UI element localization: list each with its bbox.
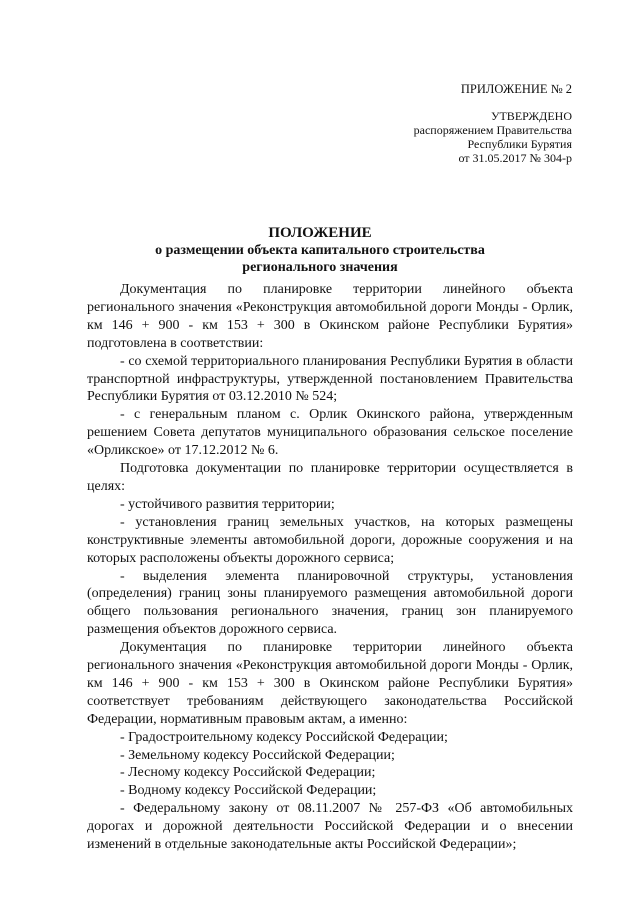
list-item: - Водному кодексу Российской Федерации; xyxy=(120,783,377,799)
title-line-2: регионального значения xyxy=(242,260,398,275)
paragraph: Документация по планировке территории линейного объекта регионального значения «Реконструкция автомобильной дороги Монды - Орлик, км 146 + 900 - км 153 + 300 в Окинском районе Республики Бурятия» соответствует требованиям действующего законодательства Российской Федерации, нормативным правовым актам, а именно: xyxy=(87,640,573,727)
document-title xyxy=(0,224,640,276)
list-item: - Федеральному закону от 08.11.2007 № 257-ФЗ «Об автомобильных дорогах и дорожной деятельности Российской Федерации и о внесении изменений в отдельные законодательные акты Российской Федерации»; xyxy=(87,801,573,853)
title-line-1: о размещении объекта капитального строительства xyxy=(155,243,485,258)
list-item: - с генеральным планом с. Орлик Окинского района, утвержденным решением Совета депутатов муниципального образования сельское поселение «Орликское» от 17.12.2012 № 6. xyxy=(87,407,573,459)
title-heading: ПОЛОЖЕНИЕ xyxy=(268,225,372,241)
approved-by: распоряжением Правительства xyxy=(413,123,572,137)
approved-label: УТВЕРЖДЕНО xyxy=(490,109,572,123)
appendix-number: ПРИЛОЖЕНИЕ № 2 xyxy=(460,82,572,96)
list-item: - установления границ земельных участков, на которых размещены конструктивные элементы автомобильной дороги, дорожные сооружения и на которых расположены объекты дорожного сервиса; xyxy=(87,514,573,566)
paragraph: Документация по планировке территории линейного объекта регионального значения «Реконструкция автомобильной дороги Монды - Орлик, км 146 + 900 - км 153 + 300 в Окинском районе Республики Бурятия» подготовлена в соответствии: xyxy=(87,282,573,351)
list-item: - Градостроительному кодексу Российской Федерации; xyxy=(120,729,448,745)
list-item: - Лесному кодексу Российской Федерации; xyxy=(120,765,376,781)
list-item: - со схемой территориального планирования Республики Бурятия в области транспортной инфраструктуры, утвержденной постановлением Правительства Республики Бурятия от 03.12.2010 № 524; xyxy=(87,353,573,405)
list-item: - выделения элемента планировочной структуры, установления (определения) границ зоны планируемого размещения автомобильной дороги общего пользования регионального значения, границ зон планируемого размещения объектов дорожного сервиса. xyxy=(87,568,573,638)
document-body xyxy=(87,281,573,854)
approval-block xyxy=(414,82,572,165)
approved-republic: Республики Бурятия xyxy=(467,137,572,151)
paragraph: Подготовка документации по планировке территории осуществляется в целях: xyxy=(87,461,573,494)
list-item: - устойчивого развития территории; xyxy=(120,496,335,512)
order-date-number: от 31.05.2017 № 304-р xyxy=(458,151,572,165)
list-item: - Земельному кодексу Российской Федерации; xyxy=(120,747,395,763)
